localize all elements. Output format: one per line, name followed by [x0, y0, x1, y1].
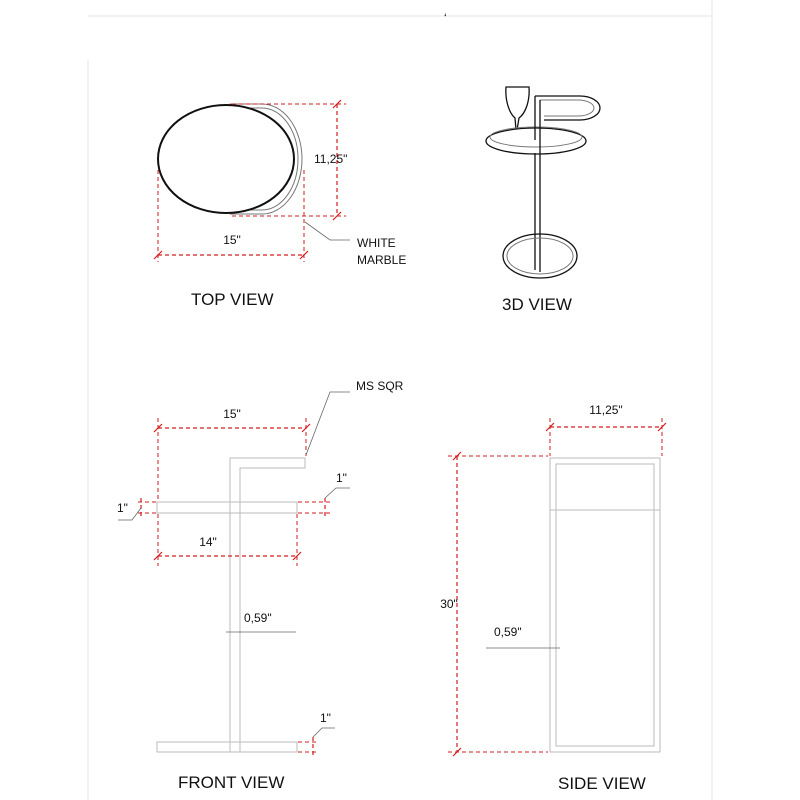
side-width-dimension [546, 403, 666, 456]
material-leader [305, 222, 350, 240]
front-inner-width-label: 14" [199, 535, 217, 549]
side-view [440, 403, 666, 793]
front-view-shelf [157, 502, 297, 513]
front-rod-label: 0,59" [244, 611, 272, 625]
top-view [154, 100, 406, 309]
top-view-title: TOP VIEW [191, 290, 274, 309]
front-view [117, 379, 404, 792]
front-shelf-thickness-dimension [298, 471, 350, 517]
side-rod-label: 0,59" [494, 625, 522, 639]
front-view-base [157, 742, 297, 752]
profile-note: MS SQR [356, 379, 404, 393]
top-width-label: 15" [223, 233, 241, 247]
side-height-label: 30" [440, 597, 458, 611]
front-view-title: FRONT VIEW [178, 773, 285, 792]
sheet-mark: ‘ [444, 11, 447, 25]
front-width-label: 15" [223, 407, 241, 421]
three-d-view [486, 87, 600, 314]
front-width-dimension [154, 407, 310, 500]
top-depth-label: 11,25" [314, 152, 348, 166]
three-d-view-title: 3D VIEW [502, 295, 572, 314]
front-shelf-thickness-label: 1" [336, 471, 347, 485]
side-view-frame [550, 458, 660, 752]
top-view-marble-top [158, 105, 294, 213]
front-base-thickness-dimension [298, 711, 335, 756]
profile-leader [306, 392, 350, 455]
front-base-thickness-label: 1" [320, 711, 331, 725]
front-left-thickness-dimension [117, 498, 156, 520]
three-d-top-tray [486, 128, 586, 154]
side-height-dimension [440, 452, 548, 756]
side-width-label: 11,25" [589, 403, 623, 417]
side-view-title: SIDE VIEW [558, 774, 646, 793]
material-note-line1: WHITE [357, 236, 396, 250]
material-note-line2: MARBLE [357, 253, 407, 267]
front-inner-width-dimension [154, 514, 301, 566]
front-left-thickness-label: 1" [117, 501, 128, 515]
